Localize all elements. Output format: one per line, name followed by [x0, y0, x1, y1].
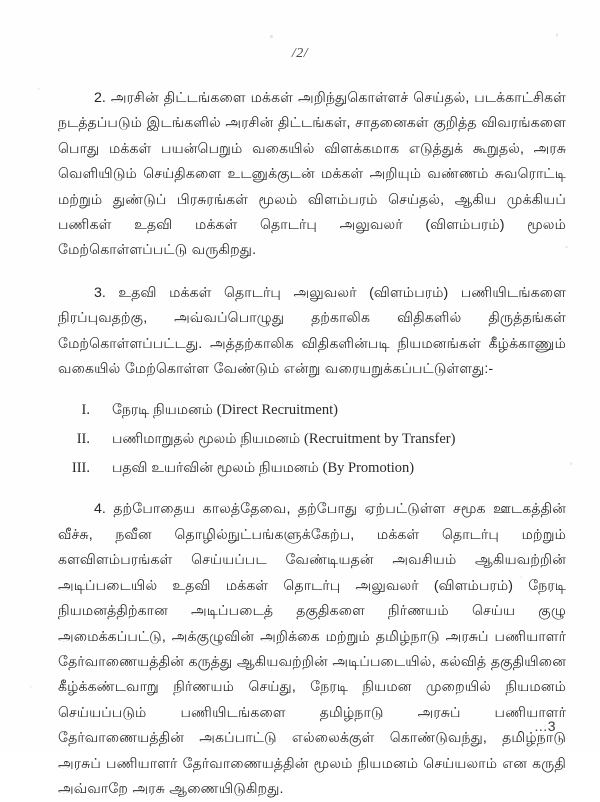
list-item-label	[112, 398, 338, 421]
scan-speckle	[38, 88, 40, 90]
paragraph-4	[58, 497, 566, 802]
paragraph-3-number: 3.	[94, 284, 106, 301]
list-item-label	[112, 427, 455, 450]
paragraph-4-text: தற்போதைய காலத்தேவை, தற்போது ஏற்பட்டுள்ள சமூக ஊடகத்தின் வீச்சு, நவீன தொழில்நுட்பங்களுக்கேற்ப, மக்கள் தொடர்பு மற்றும் களவிளம்பரங்கள் செய்யப்பட வேண்டியதன் அவசியம் ஆகியவற்றின் அடிப்படையில் உதவி மக்கள் தொடர்பு அலுவலர் (விளம்பரம்) நேரடி நியமனத்திற்கான அடிப்படைத் தகுதிகளை நிர்ணயம் செய்ய குழு அமைக்கப்பட்டு, அக்குழுவின் அறிக்கை மற்றும் தமிழ்நாடு அரசுப் பணியாளர் தேர்வாணையத்தின் கருத்து ஆகியவற்றின் அடிப்படையில், கல்வித் தகுதியினை கீழ்க்கண்டவாறு நிர்ணயம் செய்து, நேரடி நியமன முறையில் நியமனம் செய்யப்படும் பணியிடங்களை தமிழ்நாடு அரசுப் பணியாளர் தேர்வாணையத்தின் அகப்பாட்டு எல்லைக்குள் கொண்டுவந்து, தமிழ்நாடு அரசுப் பணியாளர் தேர்வாணையத்தின் மூலம் நியமனம் செய்யலாம் என கருதி அவ்வாறே அரசு ஆணையிடுகிறது.	[58, 501, 566, 797]
list-item-roman-numeral: II.	[76, 431, 90, 448]
scan-speckle	[30, 686, 32, 688]
list-item-english: (Recruitment by Transfer)	[304, 431, 456, 448]
list-item-tamil: நேரடி நியமனம்	[112, 401, 213, 418]
list-item-english: (Direct Recruitment)	[216, 402, 338, 419]
paragraph-3	[58, 281, 566, 383]
paragraph-4-number: 4.	[94, 501, 106, 518]
document-body	[58, 86, 566, 802]
list-item-roman-numeral: III.	[71, 460, 90, 477]
list-item-roman-numeral: I.	[81, 402, 90, 419]
scan-speckle	[270, 35, 273, 38]
list-item-tamil: பதவி உயர்வின் மூலம் நியமனம்	[112, 459, 319, 476]
paragraph-2-text: அரசின் திட்டங்களை மக்கள் அறிந்துகொள்ளச் செய்தல், படக்காட்சிகள் நடத்தப்படும் இடங்களில் அரசின் திட்டங்கள், சாதனைகள் குறித்த விவரங்களை பொது மக்கள் பயன்பெறும் வகையில் விளக்கமாக எடுத்துக் கூறுதல், அரசு வெளியிடும் செய்திகளை உடனுக்குடன் மக்கள் அறியும் வண்ணம் சுவரொட்டி மற்றும் துண்டுப் பிரசுரங்கள் மூலம் விளம்பரம் செய்தல், ஆகிய முக்கியப் பணிகள் உதவி மக்கள் தொடர்பு அலுவலர் (விளம்பரம்) மூலம் மேற்கொள்ளப்பட்டு வருகிறது.	[58, 90, 566, 259]
recruitment-method-list	[58, 398, 566, 479]
list-item-tamil: பணிமாறுதல் மூலம் நியமனம்	[112, 430, 301, 447]
paragraph-2-number: 2.	[94, 90, 106, 106]
scan-speckle	[570, 462, 572, 465]
paragraph-2	[58, 86, 566, 264]
scan-speckle	[556, 33, 558, 37]
list-item-english: (By Promotion)	[322, 460, 415, 477]
list-item	[58, 456, 566, 479]
page-number-header: /2/	[291, 46, 309, 61]
page-continuation-footer: ...3	[534, 718, 556, 734]
paragraph-3-text: உதவி மக்கள் தொடர்பு அலுவலர் (விளம்பரம்) பணியிடங்களை நிரப்புவதற்கு, அவ்வப்பொழுது தற்காலிக விதிகளில் திருத்தங்கள் மேற்கொள்ளப்பட்டது. அத்தற்காலிக விதிகளின்படி நியமனங்கள் கீழ்க்காணும் வகையில் மேற்கொள்ள வேண்டும் என்று வரையறுக்கப்பட்டுள்ளது:-	[58, 284, 566, 378]
list-item	[58, 427, 566, 450]
list-item	[58, 398, 566, 421]
list-item-label	[112, 456, 414, 479]
